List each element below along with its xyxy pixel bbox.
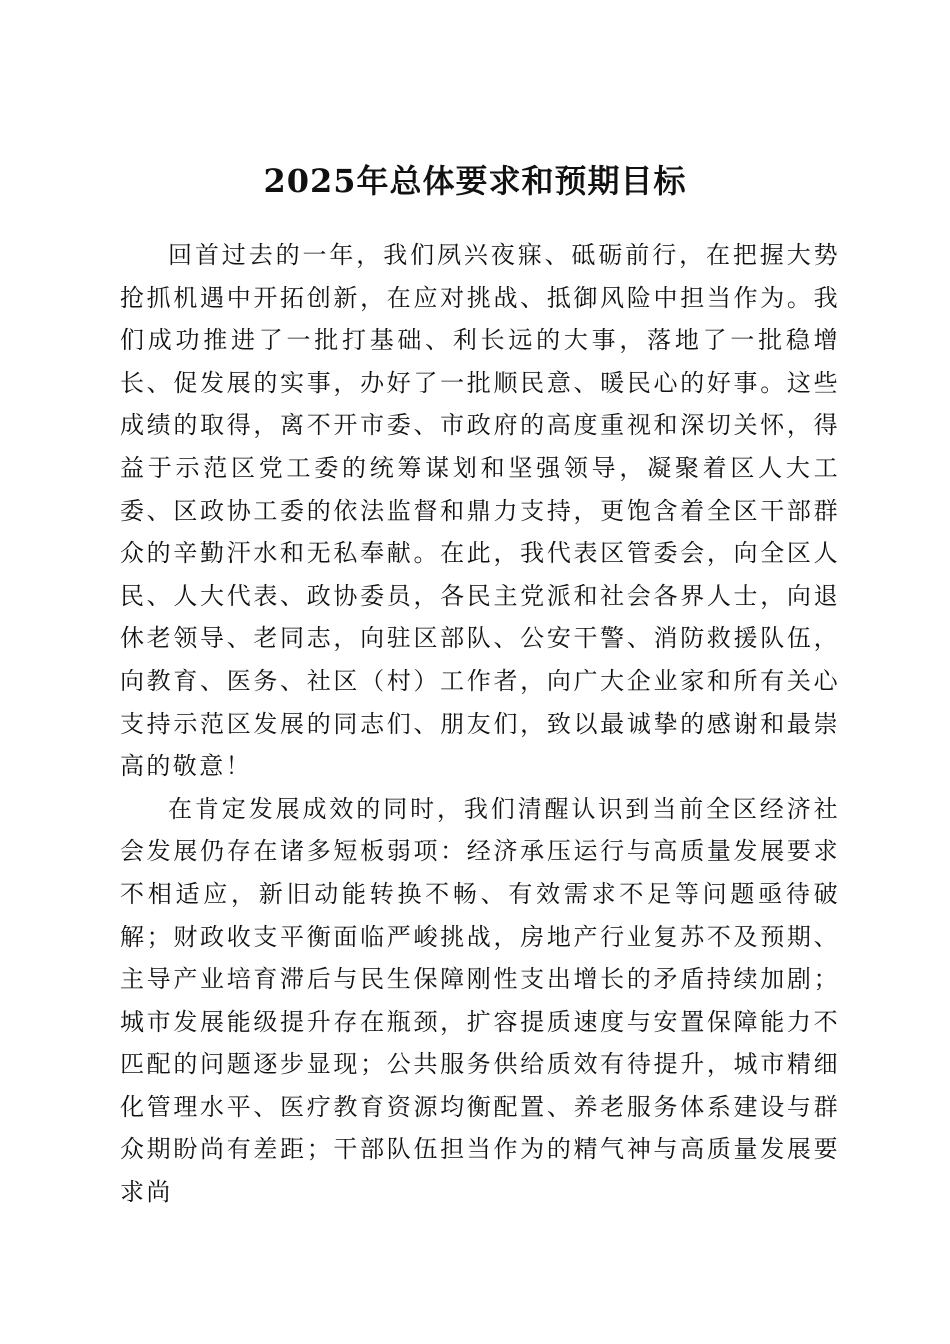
document-title: 2025年总体要求和预期目标 — [263, 162, 687, 201]
document-body — [120, 234, 840, 1214]
paragraph-shortcomings: 在肯定发展成效的同时，我们清醒认识到当前全区经济社会发展仍存在诸多短板弱项：经济承压运行与高质量发展要求不相适应，新旧动能转换不畅、有效需求不足等问题亟待破解；财政收支平衡面临严峻挑战，房地产行业复苏不及预期、主导产业培育滞后与民生保障刚性支出增长的矛盾持续加剧；城市发展能级提升存在瓶颈，扩容提质速度与安置保障能力不匹配的问题逐步显现；公共服务供给质效有待提升，城市精细化管理水平、医疗教育资源均衡配置、养老服务体系建设与群众期盼尚有差距；干部队伍担当作为的精气神与高质量发展要求尚 — [120, 794, 840, 1207]
paragraph-review: 回首过去的一年，我们夙兴夜寐、砥砺前行，在把握大势抢抓机遇中开拓创新，在应对挑战、抵御风险中担当作为。我们成功推进了一批打基础、利长远的大事，落地了一批稳增长、促发展的实事，办好了一批顺民意、暖民心的好事。这些成绩的取得，离不开市委、市政府的高度重视和深切关怀，得益于示范区党工委的统筹谋划和坚强领导，凝聚着区人大工委、区政协工委的依法监督和鼎力支持，更饱含着全区干部群众的辛勤汗水和无私奉献。在此，我代表区管委会，向全区人民、人大代表、政协委员，各民主党派和社会各界人士，向退休老领导、老同志，向驻区部队、公安干警、消防救援队伍，向教育、医务、社区（村）工作者，向广大企业家和所有关心支持示范区发展的同志们、朋友们，致以最诚挚的感谢和最崇高的敬意！ — [120, 241, 840, 781]
